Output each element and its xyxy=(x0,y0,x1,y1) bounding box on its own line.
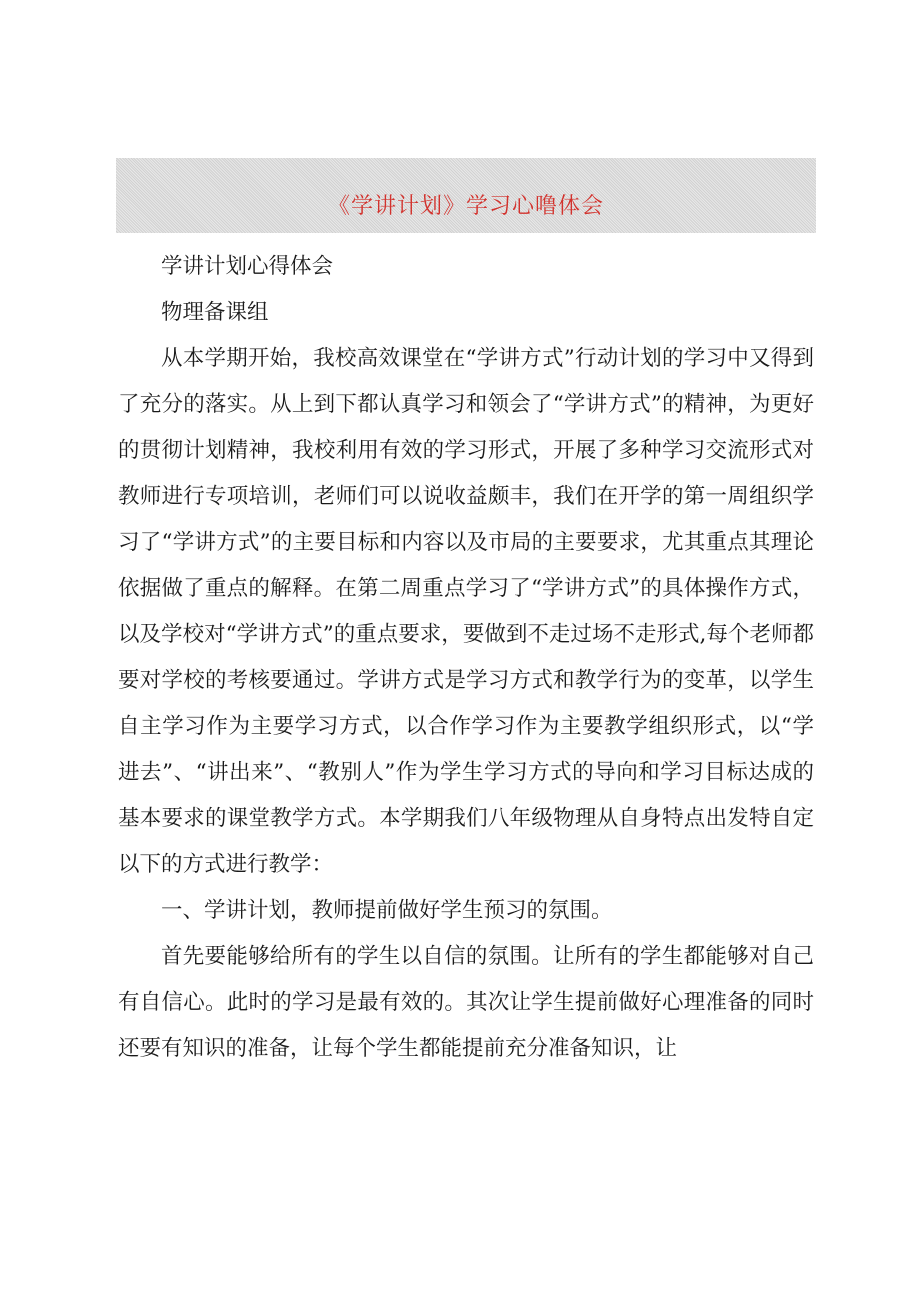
title-banner xyxy=(116,158,816,233)
paragraph-author: 物理备课组 xyxy=(161,300,269,325)
document-title: 《学讲计划》学习心噜体会 xyxy=(327,194,604,219)
paragraph-heading: 学讲计划心得体会 xyxy=(161,254,334,279)
document-body xyxy=(118,244,814,1072)
paragraph-section-one: 一、学讲计划，教师提前做好学生预习的氛围。 xyxy=(161,898,613,923)
paragraph-intro: 从本学期开始，我校高效课堂在“学讲方式”行动计划的学习中又得到了充分的落实。从上到下都认真学习和领会了“学讲方式”的精神，为更好的贯彻计划精神，我校利用有效的学习形式，开展了多种学习交流形式对教师进行专项培训，老师们可以说收益颇丰，我们在开学的第一周组织学习了“学讲方式”的主要目标和内容以及市局的主要要求，尤其重点其理论依据做了重点的解释。在第二周重点学习了“学讲方式”的具体操作方式，以及学校对“学讲方式”的重点要求，要做到不走过场不走形式,每个老师都要对学校的考核要通过。学讲方式是学习方式和教学行为的变革，以学生自主学习作为主要学习方式，以合作学习作为主要教学组织形式，以“学进去”、“讲出来”、“教别人”作为学生学习方式的导向和学习目标达成的基本要求的课堂教学方式。本学期我们八年级物理从自身特点出发特自定以下的方式进行教学： xyxy=(118,346,814,877)
paragraph-section-one-body: 首先要能够给所有的学生以自信的氛围。让所有的学生都能够对自己有自信心。此时的学习是最有效的。其次让学生提前做好心理准备的同时还要有知识的准备，让每个学生都能提前充分准备知识，让 xyxy=(118,944,814,1061)
